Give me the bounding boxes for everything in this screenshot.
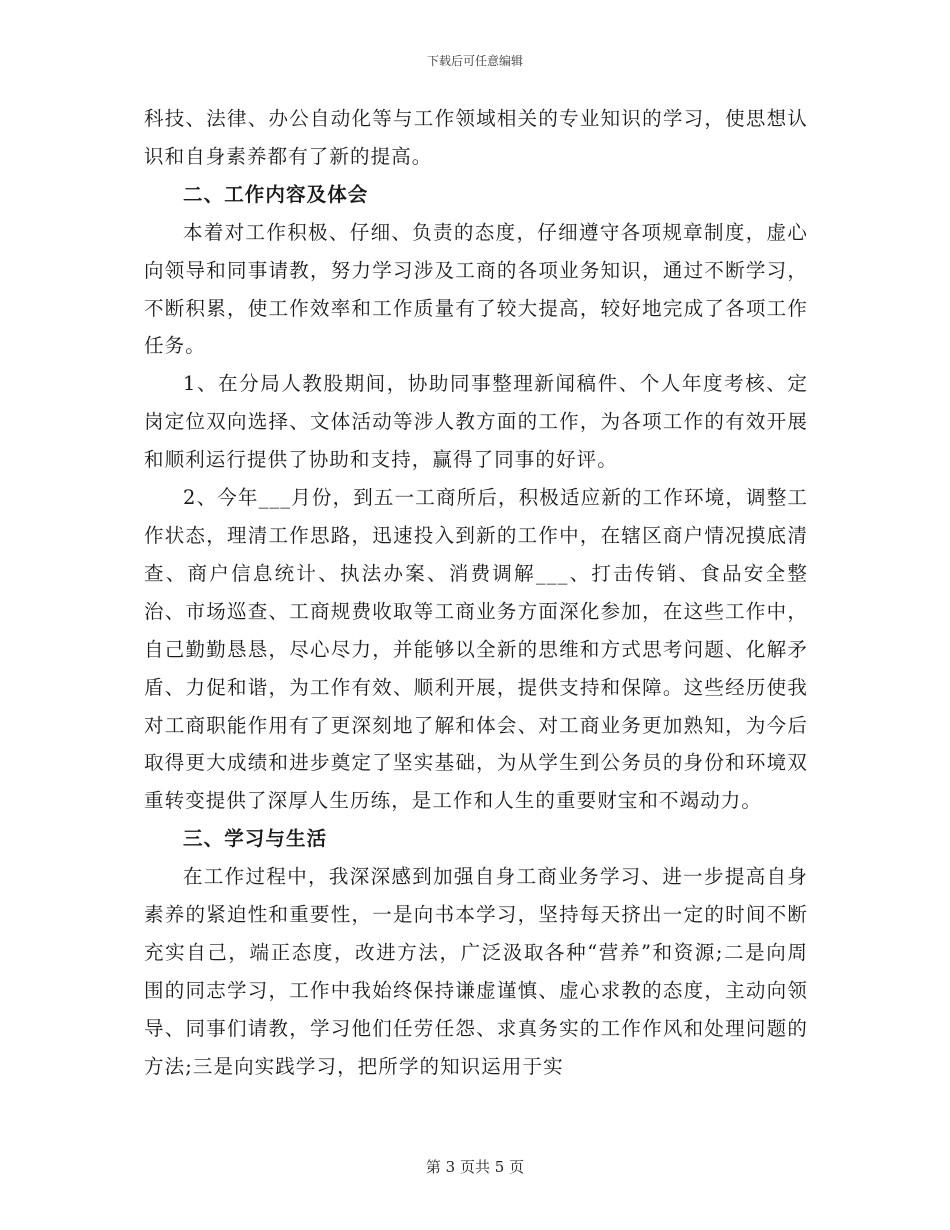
paragraph-2-item-1: 1、在分局人教股期间，协助同事整理新闻稿件、个人年度考核、定岗定位双向选择、文体活动等涉人教方面的工作，为各项工作的有效开展和顺利运行提供了协助和支持，赢得了同事的好评。 [144,372,808,472]
page-footer: 第 3 页共 5 页 [425,1158,525,1176]
section-heading-2: 二、工作内容及体会 [183,182,369,206]
document-body [144,100,808,1086]
page-header: 下载后可任意编辑 [426,54,523,68]
paragraph-2-item-2: 2、今年___月份，到五一工商所后，积极适应新的工作环境，调整工作状态，理清工作思路，迅速投入到新的工作中，在辖区商户情况摸底清查、商户信息统计、执法办案、消费调解___、打击传销、食品安全整治、市场巡查、工商规费收取等工商业务方面深化参加，在这些工作中，自己勤勤恳恳，尽心尽力，并能够以全新的思维和方式思考问题、化解矛盾、力促和谐，为工作有效、顺利开展，提供支持和保障。这些经历使我对工商职能作用有了更深刻地了解和体会、对工商业务更加熟知，为今后取得更大成绩和进步奠定了坚实基础，为从学生到公务员的身份和环境双重转变提供了深厚人生历练，是工作和人生的重要财宝和不竭动力。 [144,486,808,813]
section-heading-3: 三、学习与生活 [183,827,328,851]
paragraph-intro: 科技、法律、办公自动化等与工作领域相关的专业知识的学习，使思想认识和自身素养都有了新的提高。 [144,107,808,168]
paragraph-2-intro: 本着对工作积极、仔细、负责的态度，仔细遵守各项规章制度，虚心向领导和同事请教，努力学习涉及工商的各项业务知识，通过不断学习，不断积累，使工作效率和工作质量有了较大提高，较好地完成了各项工作任务。 [144,220,808,358]
paragraph-3: 在工作过程中，我深深感到加强自身工商业务学习、进一步提高自身素养的紧迫性和重要性，一是向书本学习，坚持每天挤出一定的时间不断充实自己，端正态度，改进方法，广泛汲取各种“营养”和资源;二是向周围的同志学习，工作中我始终保持谦虚谨慎、虚心求教的态度，主动向领导、同事们请教，学习他们任劳任怨、求真务实的工作作风和处理问题的方法;三是向实践学习，把所学的知识运用于实 [144,865,808,1078]
